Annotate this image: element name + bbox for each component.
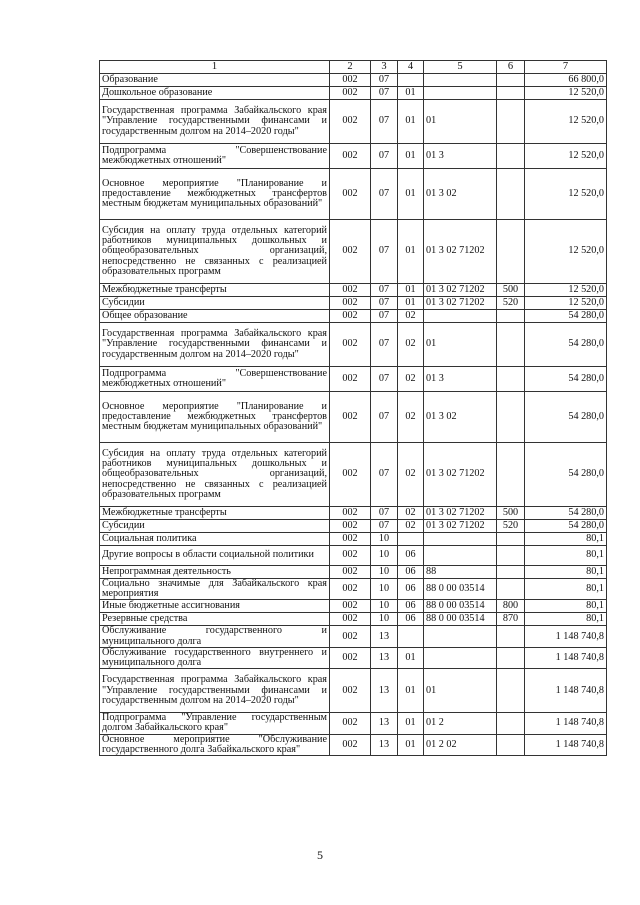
row-c2-cell: 002 <box>330 713 371 734</box>
row-c7-cell: 1 148 740,8 <box>525 669 607 713</box>
row-c2-cell: 002 <box>330 626 371 647</box>
row-c6-cell: 800 <box>497 600 525 613</box>
row-c3-cell: 07 <box>371 74 398 87</box>
row-c5-cell: 01 3 02 <box>424 392 497 443</box>
row-c5-cell: 01 2 02 <box>424 734 497 755</box>
row-c3-cell: 07 <box>371 392 398 443</box>
row-c5-cell: 01 2 <box>424 713 497 734</box>
row-c4-cell: 01 <box>398 144 424 169</box>
row-name-cell: Иные бюджетные ассигнования <box>100 600 330 613</box>
table-header-row <box>100 61 607 74</box>
row-name-cell: Государственная программа Забайкальского края "Управление государственными финансами и государственным долгом на 2014–2020 годы" <box>100 323 330 367</box>
row-c2-cell: 002 <box>330 74 371 87</box>
row-c3-cell: 07 <box>371 100 398 144</box>
table-row <box>100 144 607 169</box>
table-body <box>100 61 607 756</box>
row-c5-cell <box>424 533 497 546</box>
row-name-cell: Субсидии <box>100 297 330 310</box>
row-c7-cell: 54 280,0 <box>525 520 607 533</box>
row-c7-cell: 80,1 <box>525 546 607 566</box>
row-c5-cell <box>424 626 497 647</box>
row-c7-cell: 1 148 740,8 <box>525 626 607 647</box>
row-name-cell: Резервные средства <box>100 613 330 626</box>
row-c3-cell: 07 <box>371 310 398 323</box>
row-c6-cell: 520 <box>497 297 525 310</box>
row-c4-cell: 02 <box>398 367 424 392</box>
row-c2-cell: 002 <box>330 144 371 169</box>
row-c3-cell: 07 <box>371 443 398 507</box>
row-c6-cell <box>497 310 525 323</box>
row-name-cell: Подпрограмма "Совершенствование межбюджетных отношений" <box>100 367 330 392</box>
row-c6-cell <box>497 392 525 443</box>
table-row <box>100 367 607 392</box>
row-c4-cell: 02 <box>398 507 424 520</box>
row-c6-cell <box>497 220 525 284</box>
row-c3-cell: 07 <box>371 520 398 533</box>
row-c4-cell: 01 <box>398 284 424 297</box>
row-c5-cell <box>424 647 497 668</box>
row-c2-cell: 002 <box>330 520 371 533</box>
row-c4-cell: 01 <box>398 297 424 310</box>
table-row <box>100 310 607 323</box>
row-c5-cell: 01 3 02 71202 <box>424 220 497 284</box>
table-row <box>100 323 607 367</box>
row-c6-cell <box>497 579 525 600</box>
table-row <box>100 443 607 507</box>
header-cell: 2 <box>330 61 371 74</box>
row-c7-cell: 54 280,0 <box>525 392 607 443</box>
table-row <box>100 626 607 647</box>
row-c2-cell: 002 <box>330 566 371 579</box>
table-row <box>100 169 607 220</box>
row-name-cell: Образование <box>100 74 330 87</box>
row-c2-cell: 002 <box>330 169 371 220</box>
row-c7-cell: 12 520,0 <box>525 144 607 169</box>
row-c6-cell <box>497 169 525 220</box>
row-name-cell: Социальная политика <box>100 533 330 546</box>
row-c6-cell <box>497 87 525 100</box>
row-c6-cell <box>497 546 525 566</box>
table-row <box>100 713 607 734</box>
row-c3-cell: 13 <box>371 713 398 734</box>
page-number: 5 <box>317 848 323 862</box>
header-cell: 3 <box>371 61 398 74</box>
row-c3-cell: 10 <box>371 546 398 566</box>
row-c2-cell: 002 <box>330 297 371 310</box>
row-c4-cell: 01 <box>398 669 424 713</box>
row-c4-cell <box>398 533 424 546</box>
row-c7-cell: 80,1 <box>525 600 607 613</box>
row-c4-cell: 06 <box>398 546 424 566</box>
row-c5-cell: 01 3 02 71202 <box>424 284 497 297</box>
table-row <box>100 74 607 87</box>
row-c6-cell <box>497 669 525 713</box>
row-c5-cell <box>424 310 497 323</box>
row-c3-cell: 10 <box>371 533 398 546</box>
row-c7-cell: 12 520,0 <box>525 220 607 284</box>
row-c2-cell: 002 <box>330 647 371 668</box>
row-name-cell: Межбюджетные трансферты <box>100 284 330 297</box>
table-row <box>100 533 607 546</box>
row-name-cell: Общее образование <box>100 310 330 323</box>
row-c2-cell: 002 <box>330 284 371 297</box>
row-c5-cell <box>424 546 497 566</box>
row-c6-cell <box>497 74 525 87</box>
table-row <box>100 669 607 713</box>
row-c6-cell: 500 <box>497 284 525 297</box>
table-row <box>100 600 607 613</box>
row-c3-cell: 13 <box>371 647 398 668</box>
table-row <box>100 284 607 297</box>
row-name-cell: Обслуживание государственного внутреннего и муниципального долга <box>100 647 330 668</box>
row-c5-cell: 01 3 02 71202 <box>424 507 497 520</box>
row-c6-cell <box>497 144 525 169</box>
row-c4-cell: 06 <box>398 613 424 626</box>
row-c3-cell: 13 <box>371 626 398 647</box>
row-c2-cell: 002 <box>330 87 371 100</box>
row-name-cell: Основное мероприятие "Планирование и предоставление межбюджетных трансфертов местным бюджетам муниципальных образований" <box>100 169 330 220</box>
row-c7-cell: 54 280,0 <box>525 323 607 367</box>
row-c7-cell: 80,1 <box>525 566 607 579</box>
row-c3-cell: 13 <box>371 734 398 755</box>
table-row <box>100 613 607 626</box>
table-row <box>100 220 607 284</box>
row-c4-cell: 06 <box>398 579 424 600</box>
row-c6-cell <box>497 647 525 668</box>
row-name-cell: Государственная программа Забайкальского края "Управление государственными финансами и государственным долгом на 2014–2020 годы" <box>100 100 330 144</box>
row-c3-cell: 10 <box>371 613 398 626</box>
row-c2-cell: 002 <box>330 669 371 713</box>
row-c6-cell: 520 <box>497 520 525 533</box>
row-c6-cell <box>497 323 525 367</box>
row-c7-cell: 80,1 <box>525 533 607 546</box>
row-c4-cell: 01 <box>398 100 424 144</box>
row-c5-cell: 01 3 02 71202 <box>424 297 497 310</box>
row-c6-cell <box>497 626 525 647</box>
row-c2-cell: 002 <box>330 546 371 566</box>
row-name-cell: Субсидия на оплату труда отдельных категорий работников муниципальных дошкольных и общеобразовательных организаций, непосредственно не связанных с реализацией образовательных программ <box>100 443 330 507</box>
row-name-cell: Социально значимые для Забайкальского края мероприятия <box>100 579 330 600</box>
row-c5-cell: 01 3 02 <box>424 169 497 220</box>
table-row <box>100 647 607 668</box>
row-c4-cell: 02 <box>398 392 424 443</box>
row-c5-cell: 88 0 00 03514 <box>424 579 497 600</box>
row-c4-cell: 02 <box>398 520 424 533</box>
row-c5-cell <box>424 87 497 100</box>
row-c2-cell: 002 <box>330 507 371 520</box>
row-c7-cell: 80,1 <box>525 613 607 626</box>
row-c7-cell: 1 148 740,8 <box>525 713 607 734</box>
row-c7-cell: 1 148 740,8 <box>525 734 607 755</box>
row-c2-cell: 002 <box>330 579 371 600</box>
table-row <box>100 566 607 579</box>
row-c3-cell: 10 <box>371 579 398 600</box>
row-c7-cell: 12 520,0 <box>525 297 607 310</box>
row-c7-cell: 1 148 740,8 <box>525 647 607 668</box>
row-c4-cell: 01 <box>398 220 424 284</box>
row-c4-cell: 06 <box>398 600 424 613</box>
row-c6-cell: 870 <box>497 613 525 626</box>
row-c4-cell: 06 <box>398 566 424 579</box>
row-name-cell: Основное мероприятие "Обслуживание государственного долга Забайкальского края" <box>100 734 330 755</box>
row-c2-cell: 002 <box>330 613 371 626</box>
row-c3-cell: 07 <box>371 169 398 220</box>
row-c7-cell: 54 280,0 <box>525 507 607 520</box>
table-row <box>100 297 607 310</box>
row-name-cell: Подпрограмма "Совершенствование межбюджетных отношений" <box>100 144 330 169</box>
row-c3-cell: 07 <box>371 323 398 367</box>
row-c7-cell: 12 520,0 <box>525 87 607 100</box>
row-name-cell: Непрограммная деятельность <box>100 566 330 579</box>
row-c7-cell: 80,1 <box>525 579 607 600</box>
row-c2-cell: 002 <box>330 367 371 392</box>
row-c4-cell <box>398 626 424 647</box>
row-c3-cell: 07 <box>371 297 398 310</box>
table-row <box>100 507 607 520</box>
row-name-cell: Дошкольное образование <box>100 87 330 100</box>
row-c5-cell: 01 <box>424 669 497 713</box>
row-c7-cell: 12 520,0 <box>525 100 607 144</box>
row-name-cell: Субсидии <box>100 520 330 533</box>
row-c2-cell: 002 <box>330 220 371 284</box>
row-c3-cell: 07 <box>371 284 398 297</box>
row-c4-cell: 02 <box>398 443 424 507</box>
row-c2-cell: 002 <box>330 100 371 144</box>
row-name-cell: Межбюджетные трансферты <box>100 507 330 520</box>
row-c3-cell: 07 <box>371 144 398 169</box>
header-cell: 4 <box>398 61 424 74</box>
row-c2-cell: 002 <box>330 600 371 613</box>
header-cell: 7 <box>525 61 607 74</box>
row-c7-cell: 54 280,0 <box>525 443 607 507</box>
row-c4-cell: 02 <box>398 310 424 323</box>
row-c4-cell: 01 <box>398 713 424 734</box>
row-c6-cell <box>497 100 525 144</box>
row-c5-cell: 01 3 <box>424 367 497 392</box>
row-c4-cell: 01 <box>398 87 424 100</box>
row-c7-cell: 12 520,0 <box>525 169 607 220</box>
row-c7-cell: 54 280,0 <box>525 310 607 323</box>
row-c4-cell <box>398 74 424 87</box>
row-c2-cell: 002 <box>330 734 371 755</box>
table-row <box>100 520 607 533</box>
row-c4-cell: 01 <box>398 647 424 668</box>
table-row <box>100 87 607 100</box>
row-name-cell: Обслуживание государственного и муниципального долга <box>100 626 330 647</box>
row-c2-cell: 002 <box>330 443 371 507</box>
row-c3-cell: 07 <box>371 507 398 520</box>
header-cell: 1 <box>100 61 330 74</box>
row-name-cell: Другие вопросы в области социальной политики <box>100 546 330 566</box>
row-c3-cell: 07 <box>371 367 398 392</box>
row-c5-cell: 88 <box>424 566 497 579</box>
table-row <box>100 546 607 566</box>
row-c5-cell: 01 <box>424 100 497 144</box>
row-c3-cell: 07 <box>371 87 398 100</box>
row-c5-cell <box>424 74 497 87</box>
table-row <box>100 579 607 600</box>
row-c6-cell <box>497 713 525 734</box>
row-c6-cell <box>497 734 525 755</box>
row-c4-cell: 02 <box>398 323 424 367</box>
row-c5-cell: 01 <box>424 323 497 367</box>
row-name-cell: Субсидия на оплату труда отдельных категорий работников муниципальных дошкольных и общеобразовательных организаций, непосредственно не связанных с реализацией образовательных программ <box>100 220 330 284</box>
row-c6-cell <box>497 367 525 392</box>
row-c2-cell: 002 <box>330 323 371 367</box>
row-c2-cell: 002 <box>330 533 371 546</box>
row-c3-cell: 10 <box>371 566 398 579</box>
row-c3-cell: 13 <box>371 669 398 713</box>
row-name-cell: Подпрограмма "Управление государственным долгом Забайкальского края" <box>100 713 330 734</box>
table-row <box>100 734 607 755</box>
row-c2-cell: 002 <box>330 310 371 323</box>
row-c7-cell: 12 520,0 <box>525 284 607 297</box>
row-c5-cell: 88 0 00 03514 <box>424 600 497 613</box>
row-name-cell: Основное мероприятие "Планирование и предоставление межбюджетных трансфертов местным бюджетам муниципальных образований" <box>100 392 330 443</box>
row-c7-cell: 54 280,0 <box>525 367 607 392</box>
budget-table <box>99 60 607 756</box>
row-name-cell: Государственная программа Забайкальского края "Управление государственными финансами и государственным долгом на 2014–2020 годы" <box>100 669 330 713</box>
row-c5-cell: 01 3 <box>424 144 497 169</box>
row-c6-cell: 500 <box>497 507 525 520</box>
header-cell: 5 <box>424 61 497 74</box>
row-c7-cell: 66 800,0 <box>525 74 607 87</box>
table-row <box>100 100 607 144</box>
row-c4-cell: 01 <box>398 169 424 220</box>
header-cell: 6 <box>497 61 525 74</box>
row-c6-cell <box>497 533 525 546</box>
row-c4-cell: 01 <box>398 734 424 755</box>
row-c3-cell: 07 <box>371 220 398 284</box>
row-c6-cell <box>497 443 525 507</box>
row-c2-cell: 002 <box>330 392 371 443</box>
row-c3-cell: 10 <box>371 600 398 613</box>
row-c5-cell: 88 0 00 03514 <box>424 613 497 626</box>
row-c5-cell: 01 3 02 71202 <box>424 443 497 507</box>
row-c5-cell: 01 3 02 71202 <box>424 520 497 533</box>
row-c6-cell <box>497 566 525 579</box>
table-row <box>100 392 607 443</box>
